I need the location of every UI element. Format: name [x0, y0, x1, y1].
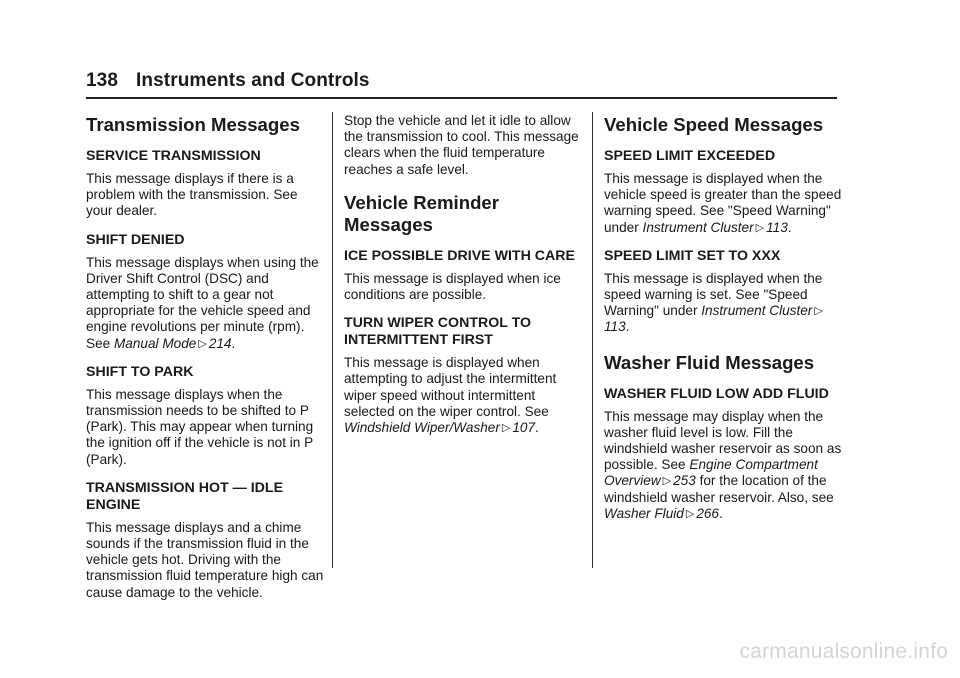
para-speed-set: This message is displayed when the speed warning is set. See "Speed Warning" under Instrument Cluster ▷113. — [604, 270, 823, 335]
link-windshield-wiper[interactable] — [344, 420, 535, 435]
subhead-transmission-hot: TRANSMISSION HOT — IDLE ENGINE — [86, 479, 284, 513]
section-title-washer: Washer Fluid Messages — [604, 351, 815, 373]
subhead-ice-possible: ICE POSSIBLE DRIVE WITH CARE — [344, 247, 575, 264]
para-transmission-hot: This message displays and a chime sounds if the transmission fluid in the vehicle gets hot. Driving with the transmission fluid temperature high can cause damage to the vehicle. — [86, 519, 324, 600]
subhead-shift-denied: SHIFT DENIED — [86, 231, 185, 248]
link-text: Manual Mode — [113, 335, 197, 351]
page-number: 138 — [86, 70, 119, 91]
subhead-speed-set: SPEED LIMIT SET TO XXX — [604, 247, 781, 264]
section-title-speed: Vehicle Speed Messages — [604, 114, 824, 135]
reference-arrow-icon: ▷ — [755, 221, 765, 234]
link-text: Instrument Cluster — [642, 219, 754, 235]
subhead-shift-to-park: SHIFT TO PARK — [86, 363, 194, 380]
link-page: 107 — [512, 420, 536, 436]
subhead-service-transmission: SERVICE TRANSMISSION — [86, 148, 261, 164]
reference-arrow-icon: ▷ — [814, 305, 823, 318]
para-wiper-control: This message is displayed when attempting to adjust the intermittent wiper speed without intermittent selected on the wiper control. See Windshield Wiper/Washer ▷ 107. — [344, 355, 557, 436]
link-text: Windshield Wiper/Washer — [344, 420, 500, 436]
reference-arrow-icon: ▷ — [198, 337, 207, 350]
para-service-transmission: This message displays if there is a problem with the transmission. See your dealer. — [86, 171, 298, 219]
para-washer-low: This message may display when the washer fluid level is low. Fill the windshield washer reservoir as soon as possible. See Engine Compartment Overview ▷ 253 for the location of the windshield washer reservoir. Also, see Washer Fluid ▷ 266. — [604, 408, 842, 521]
section-title-reminder: Vehicle Reminder Messages — [344, 191, 500, 235]
link-instrument-cluster[interactable] — [643, 220, 788, 235]
para-text: This message displays when using the Driver Shift Control (DSC) and attempting to shift to a gear not appropriate for the vehicle speed and engine revolutions per minute (rpm). See — [86, 254, 319, 351]
chapter-title: Instruments and Controls — [136, 70, 370, 91]
watermark: carmanualsonline.info — [739, 640, 948, 663]
subhead-washer-low: WASHER FLUID LOW ADD FLUID — [604, 385, 829, 402]
para-speed-exceeded: This message is displayed when the vehicle speed is greater than the speed warning speed. See "Speed Warning" under Instrument Cluster ▷ 113. — [604, 171, 842, 235]
link-page: 266 — [696, 505, 719, 521]
link-text: Washer Fluid — [604, 505, 684, 521]
para-text: This message may display when the washer fluid level is low. Fill the windshield washer reservoir as soon as possible. See — [604, 408, 842, 473]
link-page: 214 — [208, 335, 232, 351]
subhead-speed-exceeded: SPEED LIMIT EXCEEDED — [604, 148, 776, 164]
para-shift-to-park: This message displays when the transmission needs to be shifted to P (Park). This may appear when turning the ignition off if the vehicle is not in P (Park). — [86, 386, 314, 467]
link-text: Engine Compartment Overview — [604, 457, 818, 489]
link-manual-mode[interactable] — [114, 336, 232, 351]
column-2 — [344, 113, 584, 436]
para-text: This message is displayed when the speed warning is set. See "Speed Warning" under — [604, 270, 823, 319]
link-text: Instrument Cluster — [701, 303, 813, 319]
header-rule — [86, 97, 837, 99]
para-text: for the location of the windshield washer reservoir. Also, see — [604, 473, 834, 505]
page-header — [86, 70, 370, 92]
link-page: 253 — [673, 473, 696, 489]
para-text: This message is displayed when attempting to adjust the intermittent wiper speed without intermittent selected on the wiper control. See — [344, 355, 557, 419]
section-title-transmission: Transmission Messages — [86, 114, 300, 135]
reference-arrow-icon: ▷ — [501, 422, 511, 435]
para-transmission-cont: Stop the vehicle and let it idle to allow the transmission to cool. This message clears when the fluid temperature reaches a safe level. — [344, 113, 579, 177]
reference-arrow-icon: ▷ — [662, 475, 672, 488]
para-text: This message is displayed when the vehicle speed is greater than the speed warning speed. See "Speed Warning" under — [604, 171, 842, 235]
column-1 — [86, 106, 326, 601]
para-ice-possible: This message is displayed when ice conditions are possible. — [344, 270, 561, 303]
column-divider-2 — [592, 112, 593, 568]
para-shift-denied: This message displays when using the Driver Shift Control (DSC) and attempting to shift to a gear not appropriate for the vehicle speed and engine revolutions per minute (rpm). See Manual Mode ▷ 214. — [86, 254, 319, 351]
subhead-wiper-control: TURN WIPER CONTROL TO INTERMITTENT FIRST — [344, 315, 532, 349]
column-divider-1 — [332, 112, 333, 568]
column-3 — [604, 106, 844, 522]
link-page: 113 — [604, 319, 626, 335]
link-page: 113 — [766, 219, 788, 235]
link-washer-fluid[interactable] — [604, 506, 719, 521]
reference-arrow-icon: ▷ — [685, 507, 695, 520]
